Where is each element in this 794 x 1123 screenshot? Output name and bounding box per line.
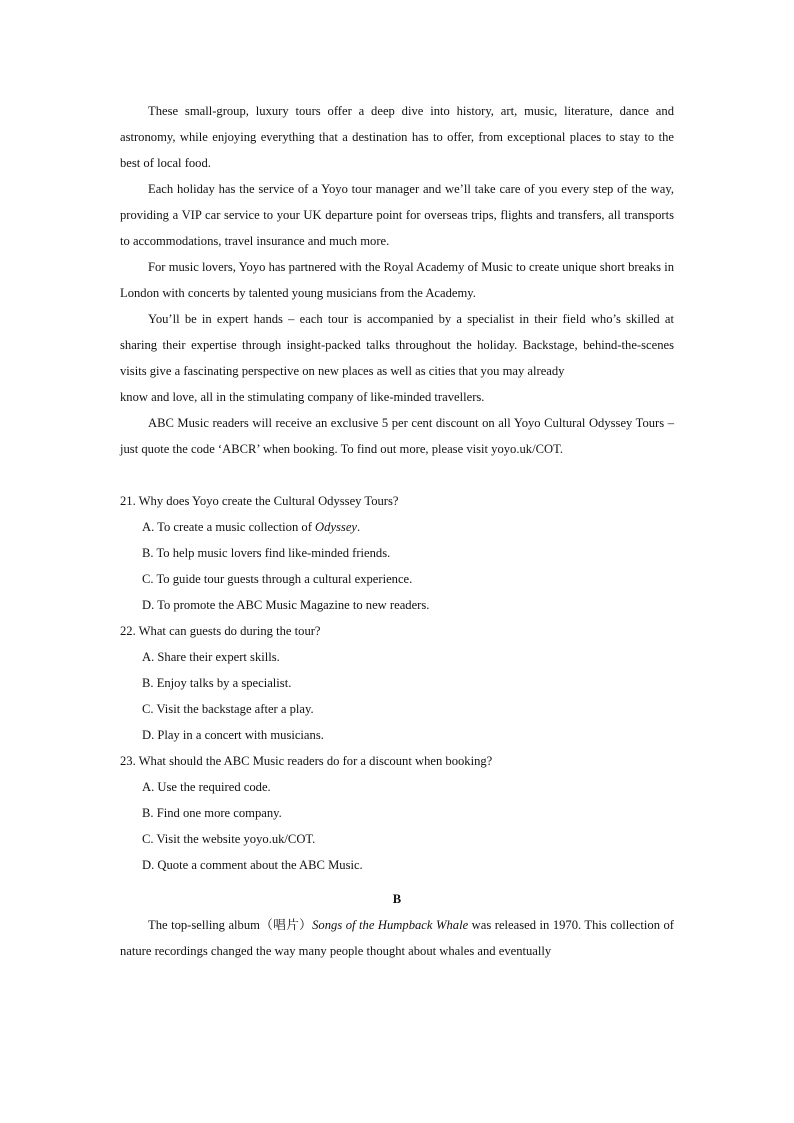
passage-a-paragraph-5: know and love, all in the stimulating company of like-minded travellers. [120, 390, 485, 404]
option-a: A. Share their expert skills. [142, 650, 280, 664]
question-23 [120, 748, 674, 878]
option-b: B. To help music lovers find like-minded friends. [142, 546, 391, 560]
option-d: D. Quote a comment about the ABC Music. [142, 858, 363, 872]
passage-a-paragraph-4: You’ll be in expert hands – each tour is accompanied by a specialist in their field who’s skilled at sharing their expertise through insight-packed talks throughout the holiday. Backstage, behind-the-scenes visits give a fascinating perspective on new places as well as cities that you may already [120, 312, 674, 378]
passage-a-paragraph-1: These small-group, luxury tours offer a deep dive into history, art, music, literature, dance and astronomy, while enjoying everything that a destination has to offer, from exceptional places to stay to the best of local food. [120, 104, 674, 170]
question-stem: 21. Why does Yoyo create the Cultural Odyssey Tours? [120, 494, 399, 508]
option-d: D. To promote the ABC Music Magazine to new readers. [142, 598, 430, 612]
question-stem: 23. What should the ABC Music readers do for a discount when booking? [120, 754, 493, 768]
passage-a [120, 98, 674, 462]
question-22 [120, 618, 674, 748]
option-d: D. Play in a concert with musicians. [142, 728, 324, 742]
option-c: C. To guide tour guests through a cultural experience. [142, 572, 413, 586]
question-21 [120, 488, 674, 618]
option-a: A. Use the required code. [142, 780, 271, 794]
option-c: C. Visit the website yoyo.uk/COT. [142, 832, 316, 846]
option-b: B. Enjoy talks by a specialist. [142, 676, 292, 690]
option-a: A. To create a music collection of Odyssey. [142, 520, 361, 534]
passage-b-paragraph-1: The top-selling album（唱片）Songs of the Humpback Whale was released in 1970. This collection of nature recordings changed the way many people thought about whales and eventually [120, 918, 674, 958]
document-page [120, 98, 674, 964]
section-heading-b: B [392, 892, 402, 906]
passage-a-paragraph-3: For music lovers, Yoyo has partnered with the Royal Academy of Music to create unique short breaks in London with concerts by talented young musicians from the Academy. [120, 260, 674, 300]
option-c: C. Visit the backstage after a play. [142, 702, 314, 716]
question-stem: 22. What can guests do during the tour? [120, 624, 321, 638]
passage-a-paragraph-2: Each holiday has the service of a Yoyo tour manager and we’ll take care of you every step of the way, providing a VIP car service to your UK departure point for overseas trips, flights and transfers, all transports to accommodations, travel insurance and much more. [120, 182, 674, 248]
option-b: B. Find one more company. [142, 806, 282, 820]
passage-a-paragraph-6: ABC Music readers will receive an exclusive 5 per cent discount on all Yoyo Cultural Odyssey Tours – just quote the code ‘ABCR’ when booking. To find out more, please visit yoyo.uk/COT. [120, 416, 674, 456]
